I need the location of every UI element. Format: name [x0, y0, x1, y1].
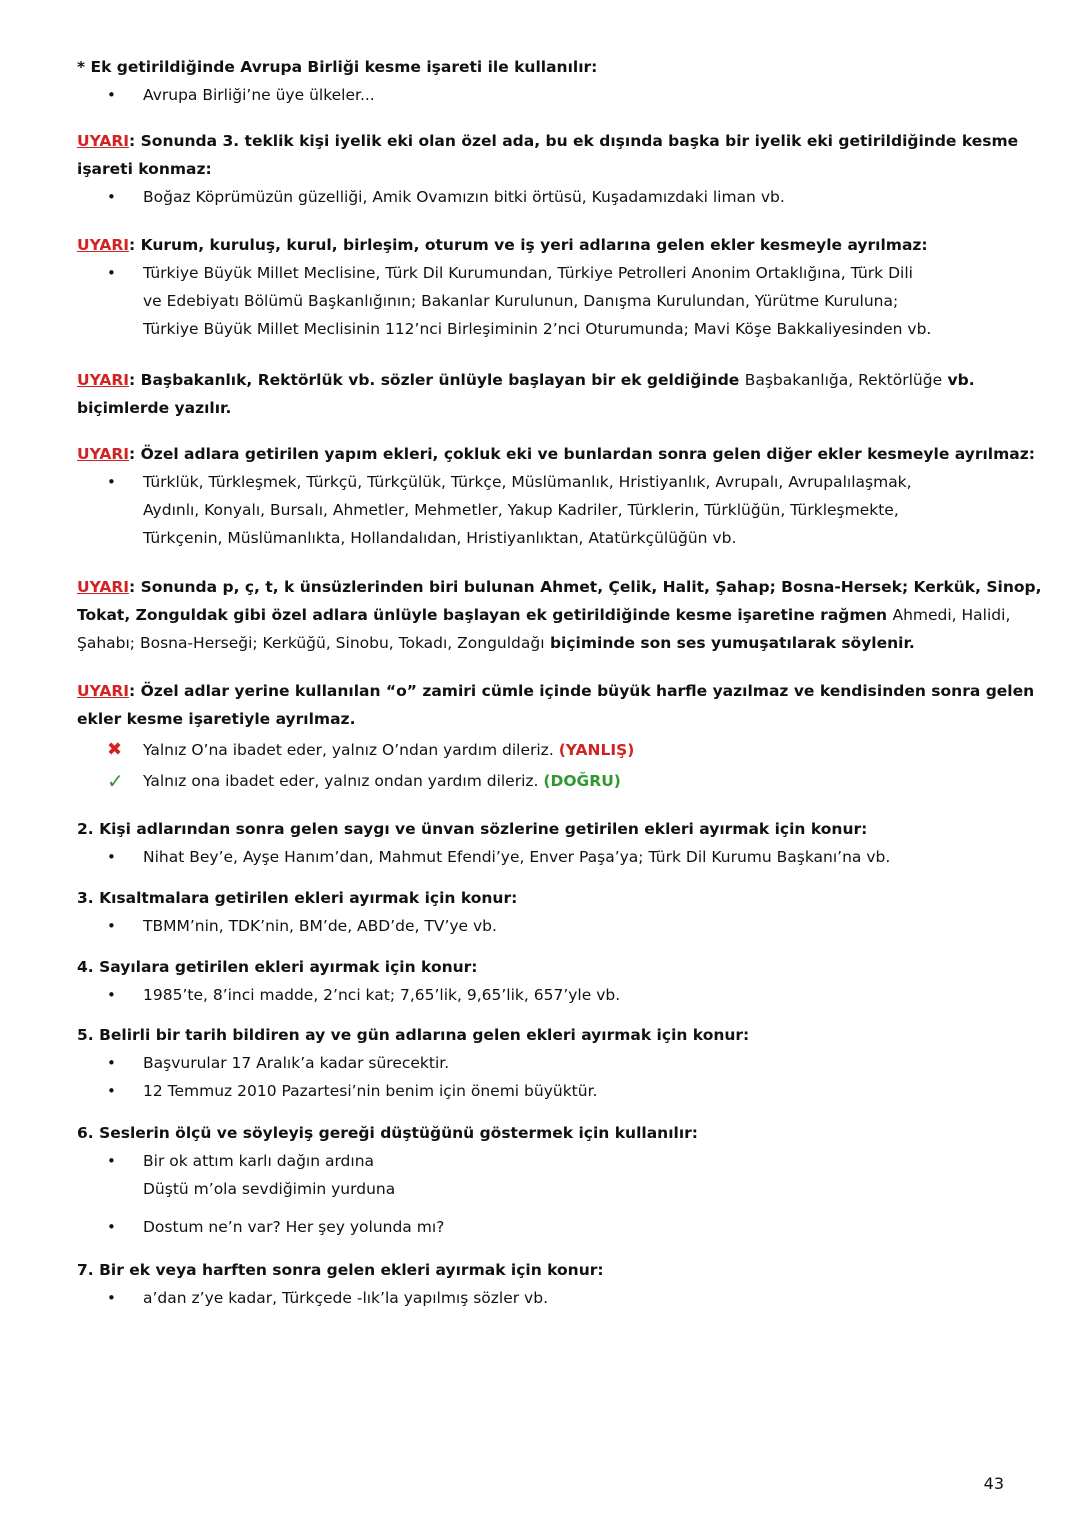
warning-label: UYARI — [77, 578, 130, 596]
warning-1-example: Boğaz Köprümüzün güzelliği, Amik Ovamızın bitki örtüsü, Kuşadamızdaki liman vb. — [143, 188, 785, 206]
bullet: • — [107, 986, 116, 1004]
page-number: 43 — [983, 1474, 1004, 1493]
warning-2 — [77, 231, 1017, 343]
rule-3-heading: 3. Kısaltmalara getirilen ekleri ayırmak için konur: — [77, 889, 518, 907]
rule-6-example-1b: Düştü m’ola sevdiğimin yurduna — [143, 1180, 396, 1198]
rule-4-example: 1985’te, 8’inci madde, 2’nci kat; 7,65’lik, 9,65’lik, 657’yle vb. — [143, 986, 621, 1004]
bullet: • — [107, 1218, 116, 1236]
rule-6-example-2: Dostum ne’n var? Her şey yolunda mı? — [143, 1218, 445, 1236]
rule-4 — [77, 953, 1017, 1009]
rule-2 — [77, 815, 1017, 871]
bullet: • — [107, 188, 116, 206]
rule-5 — [77, 1021, 1017, 1105]
warning-5-forms-1: Ahmedi, Halidi, — [892, 606, 1011, 624]
warning-2-example-2: ve Edebiyatı Bölümü Başkanlığının; Bakanlar Kurulunun, Danışma Kurulundan, Yürütme Kuruluna; — [143, 292, 899, 310]
warning-1 — [77, 127, 1017, 211]
warning-label: UYARI — [77, 236, 130, 254]
rule-3-example: TBMM’nin, TDK’nin, BM’de, ABD’de, TV’ye vb. — [143, 917, 497, 935]
warning-4 — [77, 440, 1035, 552]
rule-5-example-1: Başvurular 17 Aralık’a kadar sürecektir. — [143, 1054, 450, 1072]
right-example: Yalnız ona ibadet eder, yalnız ondan yardım dileriz. — [143, 772, 539, 790]
eu-example: Avrupa Birliği’ne üye ülkeler... — [143, 86, 375, 104]
warning-label: UYARI — [77, 132, 130, 150]
warning-1-text-cont: işareti konmaz: — [77, 160, 212, 178]
warning-1-text: : Sonunda 3. teklik kişi iyelik eki olan özel ada, bu ek dışında başka bir iyelik eki getirildiğinde kesme — [129, 132, 1019, 150]
rule-6 — [77, 1119, 1017, 1241]
warning-5-forms-2: Şahabı; Bosna-Herseği; Kerküğü, Sinobu, Tokadı, Zonguldağı — [77, 634, 545, 652]
wrong-example: Yalnız O’na ibadet eder, yalnız O’ndan yardım dileriz. — [143, 741, 554, 759]
bullet: • — [107, 264, 116, 282]
bullet: • — [107, 1054, 116, 1072]
warning-5 — [77, 573, 1042, 657]
rule-7 — [77, 1256, 1017, 1312]
bullet: • — [107, 917, 116, 935]
warning-6-text-cont: ekler kesme işaretiyle ayrılmaz. — [77, 710, 356, 728]
rule-5-example-2: 12 Temmuz 2010 Pazartesi’nin benim için önemi büyüktür. — [143, 1082, 598, 1100]
warning-4-text: : Özel adlara getirilen yapım ekleri, çokluk eki ve bunlardan sonra gelen diğer ekler kesmeyle ayrılmaz: — [129, 445, 1035, 463]
warning-3-forms: Başbakanlığa, Rektörlüğe — [744, 371, 943, 389]
warning-3-vb: vb. — [942, 371, 975, 389]
wrong-icon: ✖ — [107, 739, 123, 760]
warning-3 — [77, 366, 1017, 422]
warning-2-example-3: Türkiye Büyük Millet Meclisinin 112’nci Birleşiminin 2’nci Oturumunda; Mavi Köşe Bakkaliyesinden vb. — [143, 320, 932, 338]
bullet: • — [107, 1289, 116, 1307]
rule-7-example: a’dan z’ye kadar, Türkçede -lık’la yapılmış sözler vb. — [143, 1289, 548, 1307]
warning-3-text: : Başbakanlık, Rektörlük vb. sözler ünlüyle başlayan bir ek geldiğinde — [129, 371, 745, 389]
warning-6-text: : Özel adlar yerine kullanılan “o” zamiri cümle içinde büyük harfle yazılmaz ve kendisinden sonra gelen — [129, 682, 1035, 700]
rule-6-example-1a: Bir ok attım karlı dağın ardına — [143, 1152, 375, 1170]
rule-6-heading: 6. Seslerin ölçü ve söyleyiş gereği düştüğünü göstermek için kullanılır: — [77, 1124, 698, 1142]
rule-4-heading: 4. Sayılara getirilen ekleri ayırmak için konur: — [77, 958, 478, 976]
rule-7-heading: 7. Bir ek veya harften sonra gelen ekleri ayırmak için konur: — [77, 1261, 604, 1279]
warning-label: UYARI — [77, 682, 130, 700]
rule-2-example: Nihat Bey’e, Ayşe Hanım’dan, Mahmut Efendi’ye, Enver Paşa’ya; Türk Dil Kurumu Başkanı’na vb. — [143, 848, 891, 866]
warning-3-text-cont: biçimlerde yazılır. — [77, 399, 232, 417]
warning-6 — [77, 677, 1035, 795]
rule-3 — [77, 884, 1017, 940]
wrong-tag: (YANLIŞ) — [558, 741, 635, 759]
check-icon: ✓ — [107, 769, 124, 793]
eu-rule-block — [77, 53, 1017, 109]
warning-4-example-2: Aydınlı, Konyalı, Bursalı, Ahmetler, Mehmetler, Yakup Kadriler, Türklerin, Türklüğün, Türkleşmekte, — [143, 501, 899, 519]
rule-5-heading: 5. Belirli bir tarih bildiren ay ve gün adlarına gelen ekleri ayırmak için konur: — [77, 1026, 750, 1044]
warning-5-text-2: Tokat, Zonguldak gibi özel adlara ünlüyle başlayan ek getirildiğinde kesme işaretine rağmen — [77, 606, 893, 624]
warning-2-text: : Kurum, kuruluş, kurul, birleşim, oturum ve iş yeri adlarına gelen ekler kesmeyle ayrılmaz: — [129, 236, 928, 254]
warning-4-example-3: Türkçenin, Müslümanlıkta, Hollandalıdan, Hristiyanlıktan, Atatürkçülüğün vb. — [143, 529, 737, 547]
right-tag: (DOĞRU) — [543, 772, 621, 790]
warning-2-example-1: Türkiye Büyük Millet Meclisine, Türk Dil Kurumundan, Türkiye Petrolleri Anonim Ortaklığına, Türk Dili — [143, 264, 913, 282]
bullet: • — [107, 1152, 116, 1170]
warning-4-example-1: Türklük, Türkleşmek, Türkçü, Türkçülük, Türkçe, Müslümanlık, Hristiyanlık, Avrupalı, Avrupalılaşmak, — [143, 473, 912, 491]
warning-label: UYARI — [77, 445, 130, 463]
bullet: • — [107, 1082, 116, 1100]
bullet: • — [107, 86, 116, 104]
warning-label: UYARI — [77, 371, 130, 389]
rule-2-heading: 2. Kişi adlarından sonra gelen saygı ve ünvan sözlerine getirilen ekleri ayırmak için konur: — [77, 820, 868, 838]
warning-5-text: : Sonunda p, ç, t, k ünsüzlerinden biri bulunan Ahmet, Çelik, Halit, Şahap; Bosna-Hersek; Kerkük, Sinop, — [129, 578, 1042, 596]
bullet: • — [107, 848, 116, 866]
eu-rule-heading: * Ek getirildiğinde Avrupa Birliği kesme işareti ile kullanılır: — [77, 58, 598, 76]
bullet: • — [107, 473, 116, 491]
warning-5-text-3: biçiminde son ses yumuşatılarak söylenir. — [544, 634, 915, 652]
